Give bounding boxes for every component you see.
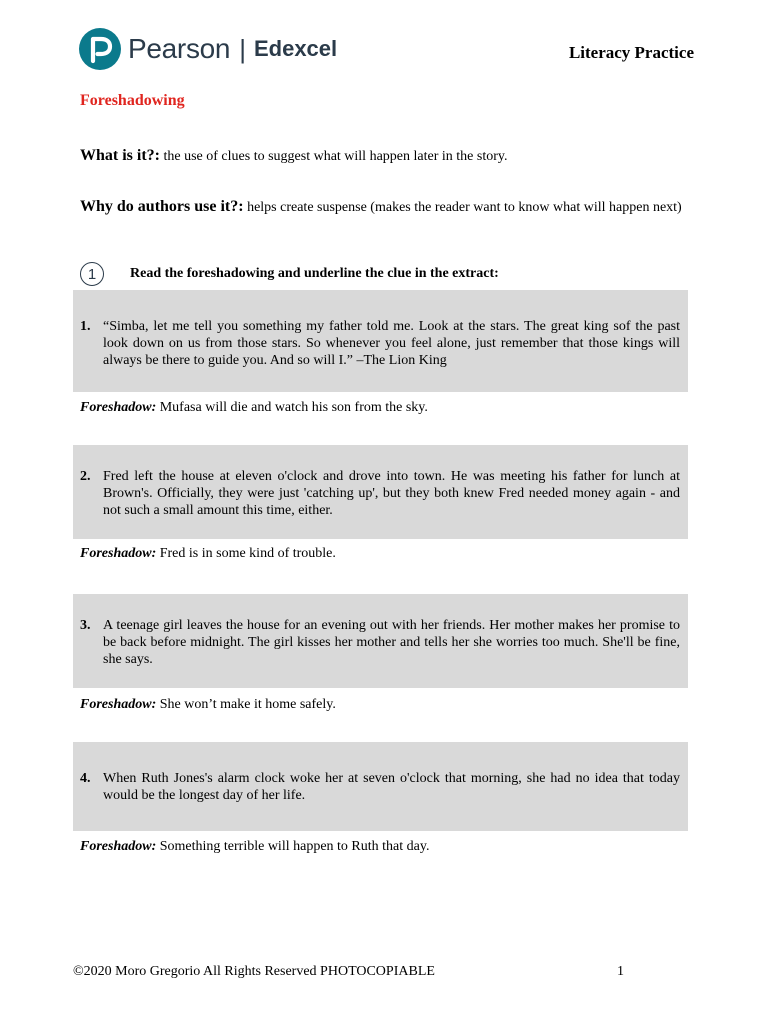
extract-number: 2.: [80, 469, 91, 484]
foreshadow-label: Foreshadow:: [80, 400, 157, 415]
extract-box: [73, 290, 688, 392]
foreshadow-text: Something terrible will happen to Ruth that day.: [156, 839, 430, 854]
extract-number: 4.: [80, 771, 91, 786]
extract-box: [73, 742, 688, 831]
task-heading: [80, 262, 499, 286]
foreshadow-answer: [80, 839, 429, 855]
extract-box: [73, 445, 688, 539]
foreshadow-label: Foreshadow:: [80, 697, 157, 712]
brand-sub: Edexcel: [253, 36, 338, 61]
foreshadow-text: Mufasa will die and watch his son from the sky.: [156, 400, 428, 415]
extract-text: Fred left the house at eleven o'clock and drove into town. He was meeting his father for lunch at Brown's. Officially, they were just 'catching up', but they both knew Fred needed money again - and not such a small amount this time, either.: [103, 469, 680, 518]
foreshadow-answer: [80, 697, 336, 713]
extract-box: [73, 594, 688, 688]
definition-text: the use of clues to suggest what will happen later in the story.: [160, 149, 508, 164]
topic-title: Foreshadowing: [80, 92, 185, 109]
definition-text: helps create suspense (makes the reader want to know what will happen next): [243, 200, 682, 215]
foreshadow-label: Foreshadow:: [80, 546, 157, 561]
extract-text: When Ruth Jones's alarm clock woke her at seven o'clock that morning, she had no idea that today would be the longest day of her life.: [103, 771, 680, 803]
extract-number: 1.: [80, 319, 91, 334]
pearson-p-icon: [79, 28, 121, 70]
extract-text: A teenage girl leaves the house for an evening out with her friends. Her mother makes her promise to be back before midnight. The girl kisses her mother and tells her she worries too much. She'll be fine, she says.: [103, 618, 680, 667]
definition-label: What is it?:: [80, 147, 160, 164]
brand-separator: |: [239, 33, 246, 64]
page-header-title: Literacy Practice: [568, 43, 694, 62]
foreshadow-text: Fred is in some kind of trouble.: [156, 546, 336, 561]
foreshadow-answer: [80, 546, 336, 562]
foreshadow-text: She won’t make it home safely.: [156, 697, 336, 712]
definition-label: Why do authors use it?:: [80, 198, 244, 215]
foreshadow-label: Foreshadow:: [80, 839, 157, 854]
copyright-footer: ©2020 Moro Gregorio All Rights Reserved PHOTOCOPIABLE: [73, 964, 435, 979]
pearson-logo: [79, 26, 337, 72]
foreshadow-answer: [80, 400, 428, 416]
extract-text: “Simba, let me tell you something my father told me. Look at the stars. The great king sof the past look down on us from those stars. So whenever you feel alone, just remember that those kings will always be there to guide you. And so will I.” –The Lion King: [103, 319, 680, 368]
page-number: 1: [617, 964, 624, 979]
task-number-circle: 1: [80, 262, 104, 286]
extract-number: 3.: [80, 618, 91, 633]
definition-why: [80, 198, 690, 216]
brand-name: Pearson: [128, 33, 231, 64]
task-instruction: Read the foreshadowing and underline the clue in the extract:: [130, 266, 499, 281]
definition-what: [80, 147, 690, 165]
